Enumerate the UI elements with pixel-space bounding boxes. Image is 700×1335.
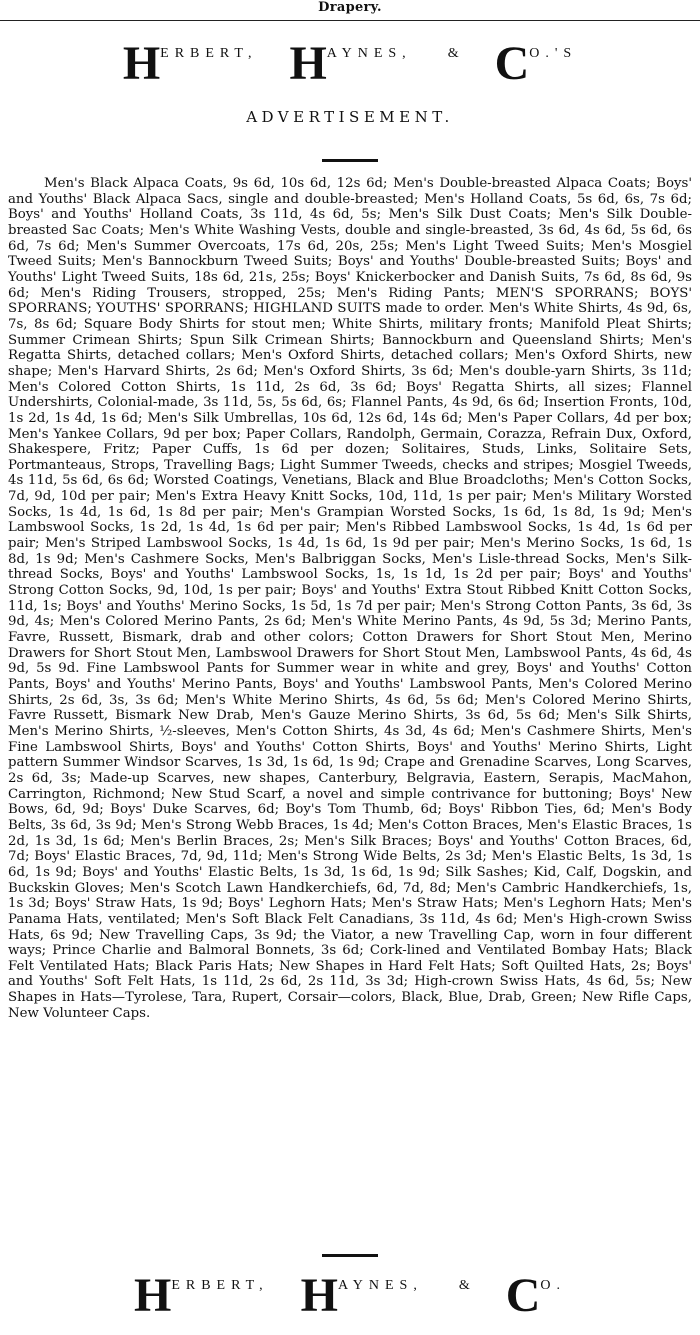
brand-word-haynes <box>300 1269 423 1322</box>
section-label: Drapery. <box>318 0 382 15</box>
advertisement-heading: ADVERTISEMENT. <box>246 108 454 126</box>
brand-initial: H <box>133 1269 172 1322</box>
brand-ampersand: & <box>458 1278 470 1293</box>
top-rule <box>0 20 700 21</box>
brand-word-haynes <box>289 37 412 90</box>
brand-word-co <box>505 1269 567 1322</box>
divider-rule <box>322 159 378 162</box>
brand-word-co <box>494 37 578 90</box>
advertiser-name-bottom <box>0 1269 700 1322</box>
brand-word-herbert <box>133 1269 269 1322</box>
brand-word-rest: AYNES, <box>337 1278 423 1293</box>
brand-word-rest: ERBERT, <box>171 1278 269 1293</box>
brand-word-rest: AYNES, <box>326 46 412 61</box>
brand-initial: H <box>289 37 327 90</box>
divider-rule <box>322 1254 378 1257</box>
brand-initial: C <box>494 37 530 90</box>
brand-word-rest: ERBERT, <box>160 46 258 61</box>
brand-initial: C <box>505 1269 541 1322</box>
brand-initial: H <box>300 1269 338 1322</box>
advertisement-body: Men's Black Alpaca Coats, 9s 6d, 10s 6d, 12s 6d; Men's Double-breasted Alpaca Coats; Boys' and Youths' Black Alpaca Sacs, single and double-breasted; Men's Holland Coats, 5s 6d, 6s, 7s 6d; Boys' and Youths' Holland Coats, 3s 11d, 4s 6d, 5s; Men's Silk Dust Coats; Men's Silk Double-breasted Sac Coats; Men's White Washing Vests, double and single-breasted, 3s 6d, 4s 6d, 5s 6d, 6s 6d, 7s 6d; Men's Summer Overcoats, 17s 6d, 20s, 25s; Men's Light Tweed Suits; Men's Mosgiel Tweed Suits; Men's Bannockburn Tweed Suits; Boys' and Youths' Double-breasted Suits; Boys' and Youths' Light Tweed Suits, 18s 6d, 21s, 25s; Boys' Knickerbocker and Danish Suits, 7s 6d, 8s 6d, 9s 6d; Men's Riding Trousers, stropped, 25s; Men's Riding Pants; MEN'S SPORRANS; BOYS' SPORRANS; YOUTHS' SPORRANS; HIGHLAND SUITS made to order. Men's White Shirts, 4s 9d, 6s, 7s, 8s 6d; Square Body Shirts for stout men; White Shirts, military fronts; Manifold Pleat Shirts; Summer Crimean Shirts; Spun Silk Crimean Shirts; Bannockburn and Queensland Shirts; Men's Regatta Shirts, detached collars; Men's Oxford Shirts, detached collars; Men's Oxford Shirts, new shape; Men's Harvard Shirts, 2s 6d; Men's Oxford Shirts, 3s 6d; Men's double-yarn Shirts, 3s 11d; Men's Colored Cotton Shirts, 1s 11d, 2s 6d, 3s 6d; Boys' Regatta Shirts, all sizes; Flannel Undershirts, Colonial-made, 3s 11d, 5s, 5s 6d, 6s; Flannel Pants, 4s 9d, 6s 6d; Insertion Fronts, 10d, 1s 2d, 1s 4d, 1s 6d; Men's Silk Umbrellas, 10s 6d, 12s 6d, 14s 6d; Men's Paper Collars, 4d per box; Men's Yankee Collars, 9d per box; Paper Collars, Randolph, Germain, Corazza, Refrain Dux, Oxford, Shakespere, Fritz; Paper Cuffs, 1s 6d per dozen; Solitaires, Studs, Links, Solitaire Sets, Portmanteaus, Strops, Travelling Bags; Light Summer Tweeds, checks and stripes; Mosgiel Tweeds, 4s 11d, 5s 6d, 6s 6d; Worsted Coatings, Venetians, Black and Blue Broadcloths; Men's Cotton Socks, 7d, 9d, 10d per pair; Men's Extra Heavy Knitt Socks, 10d, 11d, 1s per pair; Men's Military Worsted Socks, 1s 4d, 1s 6d, 1s 8d per pair; Men's Grampian Worsted Socks, 1s 6d, 1s 8d, 1s 9d; Men's Lambswool Socks, 1s 2d, 1s 4d, 1s 6d per pair; Men's Ribbed Lambswool Socks, 1s 4d, 1s 6d per pair; Men's Striped Lambswool Socks, 1s 4d, 1s 6d, 1s 9d per pair; Men's Merino Socks, 1s 6d, 1s 8d, 1s 9d; Men's Cashmere Socks, Men's Balbriggan Socks, Men's Lisle-thread Socks, Men's Silk-thread Socks, Boys' and Youths' Lambswool Socks, 1s, 1s 1d, 1s 2d per pair; Boys' and Youths' Strong Cotton Socks, 9d, 10d, 1s per pair; Boys' and Youths' Extra Stout Ribbed Knitt Cotton Socks, 11d, 1s; Boys' and Youths' Merino Socks, 1s 5d, 1s 7d per pair; Men's Strong Cotton Pants, 3s 6d, 3s 9d, 4s; Men's Colored Merino Pants, 2s 6d; Men's White Merino Pants, 4s 9d, 5s 3d; Merino Pants, Favre, Russett, Bismark, drab and other colors; Cotton Drawers for Short Stout Men, Merino Drawers for Short Stout Men, Lambswool Drawers for Short Stout Men, Lambswool Pants, 4s 6d, 4s 9d, 5s 9d. Fine Lambswool Pants for Summer wear in white and grey, Boys' and Youths' Cotton Pants, Boys' and Youths' Merino Pants, Boys' and Youths' Lambswool Pants, Men's Colored Merino Shirts, 2s 6d, 3s, 3s 6d; Men's White Merino Shirts, 4s 6d, 5s 6d; Men's Colored Merino Shirts, Favre Russett, Bismark New Drab, Men's Gauze Merino Shirts, 3s 6d, 5s 6d; Men's Silk Shirts, Men's Merino Shirts, ½-sleeves, Men's Cotton Shirts, 4s 3d, 4s 6d; Men's Cashmere Shirts, Men's Fine Lambswool Shirts, Boys' and Youths' Cotton Shirts, Boys' and Youths' Merino Shirts, Light pattern Summer Windsor Scarves, 1s 3d, 1s 6d, 1s 9d; Crape and Grenadine Scarves, Long Scarves, 2s 6d, 3s; Made-up Scarves, new shapes, Canterbury, Belgravia, Eastern, Serapis, MacMahon, Carrington, Richmond; New Stud Scarf, a novel and simple contrivance for buttoning; Boys' New Bows, 6d, 9d; Boys' Duke Scarves, 6d; Boy's Tom Thumb, 6d; Boys' Ribbon Ties, 6d; Men's Body Belts, 3s 6d, 3s 9d; Men's Strong Webb Braces, 1s 4d; Men's Cotton Braces, Men's Elastic Braces, 1s 2d, 1s 3d, 1s 6d; Men's Berlin Braces, 2s; Men's Silk Braces; Boys' and Youths' Cotton Braces, 6d, 7d; Boys' Elastic Braces, 7d, 9d, 11d; Men's Strong Wide Belts, 2s 3d; Men's Elastic Belts, 1s 3d, 1s 6d, 1s 9d; Boys' and Youths' Elastic Belts, 1s 3d, 1s 6d, 1s 9d; Silk Sashes; Kid, Calf, Dogskin, and Buckskin Gloves; Men's Scotch Lawn Handkerchiefs, 6d, 7d, 8d; Men's Cambric Handkerchiefs, 1s, 1s 3d; Boys' Straw Hats, 1s 9d; Boys' Leghorn Hats; Men's Straw Hats; Men's Leghorn Hats; Men's Panama Hats, ventilated; Men's Soft Black Felt Canadians, 3s 11d, 4s 6d; Men's High-crown Swiss Hats, 6s 9d; New Travelling Caps, 3s 9d; the Viator, a new Travelling Cap, worn in four different ways; Prince Charlie and Balmoral Bonnets, 3s 6d; Cork-lined and Ventilated Bombay Hats; Black Felt Ventilated Hats; Black Paris Hats; New Shapes in Hard Felt Hats; Soft Quilted Hats, 2s; Boys' and Youths' Soft Felt Hats, 1s 11d, 2s 6d, 2s 11d, 3s 3d; High-crown Swiss Hats, 4s 6d, 5s; New Shapes in Hats—Tyrolese, Tara, Rupert, Corsair—colors, Black, Blue, Drab, Green; New Rifle Caps, New Volunteer Caps. <box>8 176 692 1021</box>
brand-word-rest: O. <box>540 1278 567 1293</box>
advertiser-name-top <box>0 37 700 90</box>
brand-initial: H <box>122 37 161 90</box>
brand-ampersand: & <box>447 46 459 61</box>
brand-word-herbert <box>122 37 258 90</box>
brand-word-rest: O.'S <box>529 46 578 61</box>
